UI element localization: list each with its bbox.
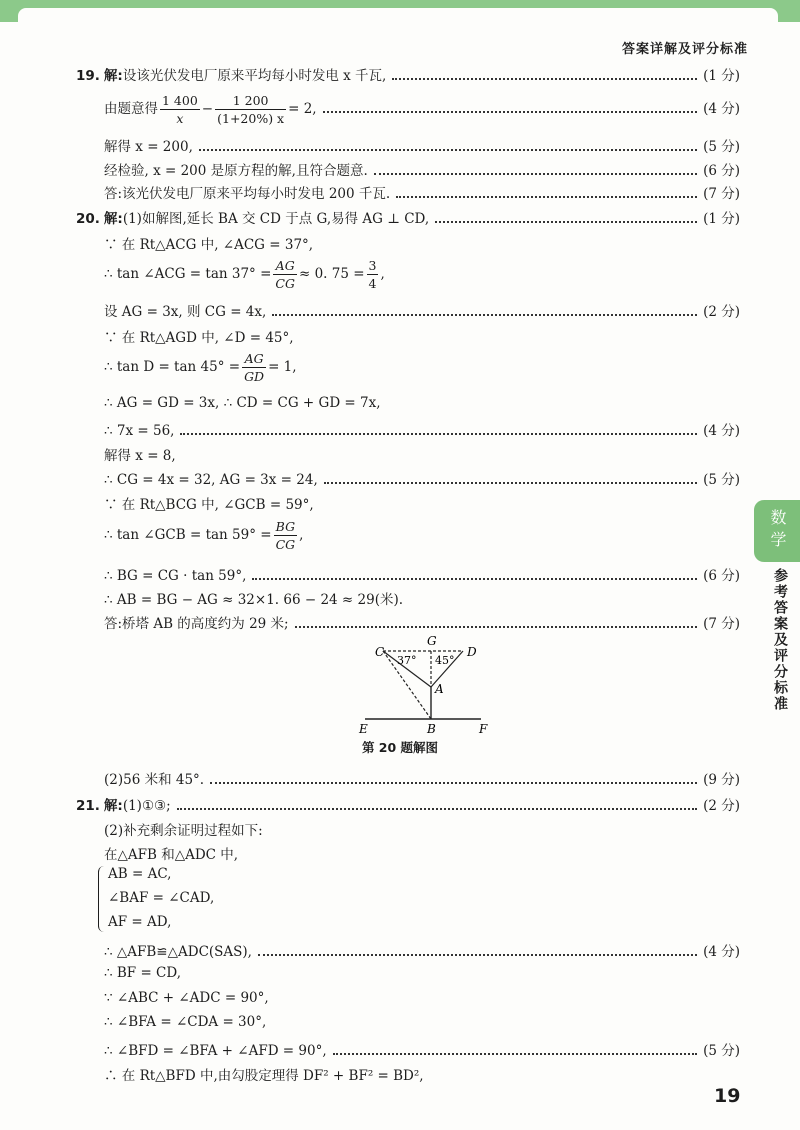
fig-label-f: F bbox=[479, 722, 488, 736]
q20-fraction-ag-cg: $\frac{AG}{CG}$ bbox=[275, 258, 295, 291]
q20-number: 20. bbox=[76, 211, 100, 227]
q21-score-5: (5 分) bbox=[703, 1043, 740, 1059]
q20-line-6: ∴ tan D = tan 45° = $\frac{AG}{GD}$ = 1, bbox=[104, 351, 297, 384]
q19-line-5: 答:该光伏发电厂原来平均每小时发电 200 千瓦. (7 分) bbox=[76, 182, 740, 202]
q21-system-3: AF = AD, bbox=[108, 914, 172, 930]
q21-system-2: ∠BAF = ∠CAD, bbox=[108, 890, 215, 906]
q20-score-1: (1 分) bbox=[703, 211, 740, 227]
fig-label-d: D bbox=[467, 645, 477, 659]
q20-score-9: (9 分) bbox=[703, 772, 740, 788]
fig-label-a: A bbox=[435, 682, 444, 696]
q21-system-1: AB = AC, bbox=[108, 866, 172, 882]
q20-solution-figure bbox=[355, 633, 505, 737]
q20-line-1: 20. 解:(1)如解图,延长 BA 交 CD 于点 G,易得 AG ⊥ CD, (1 分) bbox=[76, 207, 740, 227]
q20-line-3: ∴ tan ∠ACG = tan 37° = $\frac{AG}{CG}$ ≈ 0. 75 = $\frac{3}{4}$ , bbox=[104, 258, 385, 291]
q21-line-4: ∴ △AFB≌△ADC(SAS), (4 分) bbox=[76, 940, 740, 960]
q19-score-1: (1 分) bbox=[703, 68, 740, 84]
q20-line-11: ∵ 在 Rt△BCG 中, ∠GCB = 59°, bbox=[104, 497, 314, 513]
q20-line-13: ∴ BG = CG · tan 59°, (6 分) bbox=[76, 564, 740, 584]
q20-line-14: ∴ AB = BG − AG ≈ 32×1. 66 − 24 ≈ 29(米). bbox=[104, 592, 404, 608]
q21-line-3: 在△AFB 和△ADC 中, bbox=[104, 847, 239, 863]
q19-line-2: 由题意得 $\frac{1 400}{x}$ − $\frac{1 200}{(1+20\%) x}$ = 2, (4 分) bbox=[104, 93, 740, 126]
q20-line-5: ∵ 在 Rt△AGD 中, ∠D = 45°, bbox=[104, 330, 294, 346]
q19-line-1 bbox=[76, 64, 740, 84]
q21-score-4: (4 分) bbox=[703, 944, 740, 960]
q19-fraction-2: $\frac{1 200}{(1+20\%) x}$ bbox=[217, 93, 285, 126]
q19-text-2: 由题意得 bbox=[104, 101, 158, 117]
q21-jie: 解: bbox=[103, 798, 123, 814]
q20-score-6: (6 分) bbox=[703, 568, 740, 584]
q20-line-2: ∵ 在 Rt△ACG 中, ∠ACG = 37°, bbox=[104, 237, 314, 253]
q21-line-7: ∴ ∠BFA = ∠CDA = 30°, bbox=[104, 1014, 267, 1030]
q21-line-5: ∴ BF = CD, bbox=[104, 965, 182, 981]
q19-line-3: 解得 x = 200, (5 分) bbox=[76, 135, 740, 155]
q19-fraction-1: $\frac{1 400}{x}$ bbox=[162, 93, 198, 126]
q20-jie: 解: bbox=[103, 211, 123, 227]
fig-angle-37: 37° bbox=[397, 654, 417, 667]
q21-line-8: ∴ ∠BFD = ∠BFA + ∠AFD = 90°, (5 分) bbox=[76, 1039, 740, 1059]
q21-line-1: 21. 解:(1)①③; (2 分) bbox=[76, 794, 740, 814]
header-title: 答案详解及评分标准 bbox=[621, 42, 748, 57]
q19-score-2: (4 分) bbox=[703, 101, 740, 117]
q20-line-8: ∴ 7x = 56, (4 分) bbox=[76, 419, 740, 439]
q20-line-4: 设 AG = 3x, 则 CG = 4x, (2 分) bbox=[76, 300, 740, 320]
fig-label-e: E bbox=[359, 722, 368, 736]
section-label: 参考答案及评分标准 bbox=[772, 568, 788, 712]
q20-fraction-bg-cg: $\frac{BG}{CG}$ bbox=[275, 519, 296, 552]
q21-line-2: (2)补充剩余证明过程如下: bbox=[104, 823, 263, 839]
q20-line-9: 解得 x = 8, bbox=[104, 448, 176, 464]
q20-line-16: (2)56 米和 45°. (9 分) bbox=[76, 768, 740, 788]
q20-line-10: ∴ CG = 4x = 32, AG = 3x = 24, (5 分) bbox=[76, 468, 740, 488]
q20-fraction-ag-gd: $\frac{AG}{GD}$ bbox=[244, 351, 265, 384]
fig-label-g: G bbox=[427, 634, 437, 648]
fig-angle-45: 45° bbox=[435, 654, 455, 667]
q21-score-2: (2 分) bbox=[703, 798, 740, 814]
q20-fraction-3-4: $\frac{3}{4}$ bbox=[368, 258, 377, 291]
q19-jie: 解: bbox=[103, 68, 123, 84]
fig-label-b: B bbox=[427, 722, 436, 736]
q19-number: 19. bbox=[76, 68, 100, 84]
q20-score-5: (5 分) bbox=[703, 472, 740, 488]
subject-tab: 数学 bbox=[754, 500, 800, 562]
q19-line-4: 经检验, x = 200 是原方程的解,且符合题意. (6 分) bbox=[76, 159, 740, 179]
q20-score-2: (2 分) bbox=[703, 304, 740, 320]
q21-line-6: ∵ ∠ABC + ∠ADC = 90°, bbox=[104, 990, 269, 1006]
q20-score-4: (4 分) bbox=[703, 423, 740, 439]
top-color-band bbox=[0, 0, 800, 22]
q20-line-15: 答:桥塔 AB 的高度约为 29 米; (7 分) bbox=[76, 612, 740, 632]
q19-score-5: (7 分) bbox=[703, 186, 740, 202]
q21-line-9: ∴ 在 Rt△BFD 中,由勾股定理得 DF² + BF² = BD², bbox=[104, 1068, 424, 1084]
figure-caption: 第 20 题解图 bbox=[361, 740, 439, 755]
q20-line-12: ∴ tan ∠GCB = tan 59° = $\frac{BG}{CG}$ , bbox=[104, 519, 304, 552]
q20-line-7: ∴ AG = GD = 3x, ∴ CD = CG + GD = 7x, bbox=[104, 395, 381, 411]
q20-score-7: (7 分) bbox=[703, 616, 740, 632]
q19-score-4: (6 分) bbox=[703, 163, 740, 179]
page-number: 19 bbox=[714, 1085, 741, 1107]
q19-text-1: 设该光伏发电厂原来平均每小时发电 x 千瓦, bbox=[122, 68, 387, 84]
q21-number: 21. bbox=[76, 798, 100, 814]
q19-score-3: (5 分) bbox=[703, 139, 740, 155]
fig-label-c: C bbox=[375, 645, 385, 659]
